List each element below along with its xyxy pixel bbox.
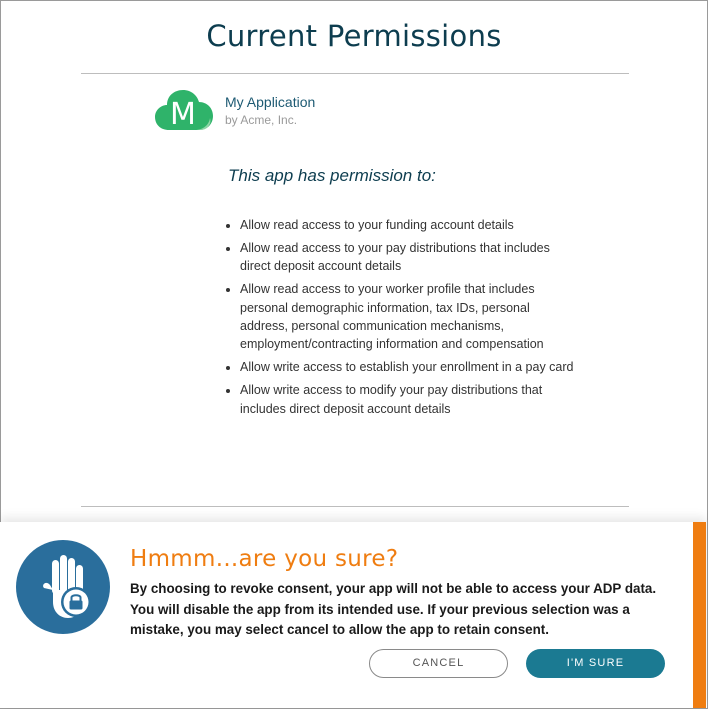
app-vendor: by Acme, Inc. [225,113,298,127]
permissions-heading: This app has permission to: [228,166,436,185]
app-logo-icon [155,88,213,132]
warning-accent-stripe [693,522,706,708]
permission-item: • Allow read access to your worker profile that includes personal demographic information, tax IDs, personal address, personal communication mechanisms, employment/contracting information and compensation [240,280,580,354]
revoke-confirmation-banner [0,522,706,708]
permission-item: • Allow read access to your funding account details [240,216,580,234]
permission-item: • Allow write access to establish your enrollment in a pay card [240,358,580,376]
page-title: Current Permissions [206,19,502,53]
app-name: My Application [225,94,316,110]
bottom-divider [81,506,629,507]
cancel-button[interactable]: CANCEL [369,649,508,678]
permission-item: • Allow read access to your pay distributions that includes direct deposit account details [240,239,580,276]
confirm-title: Hmmm...are you sure? [130,546,399,572]
confirm-message: By choosing to revoke consent, your app will not be able to access your ADP data. You will disable the app from its intended use. If your previous selection was a mistake, you may select cancel to allow the app to retain consent. [130,581,657,637]
app-logo-letter: M [170,97,196,132]
permission-item: • Allow write access to modify your pay distributions that includes direct deposit account details [240,381,580,418]
top-divider [81,73,629,74]
permissions-list [222,216,580,423]
hand-lock-icon [16,540,110,634]
im-sure-button[interactable]: I'M SURE [526,649,665,678]
